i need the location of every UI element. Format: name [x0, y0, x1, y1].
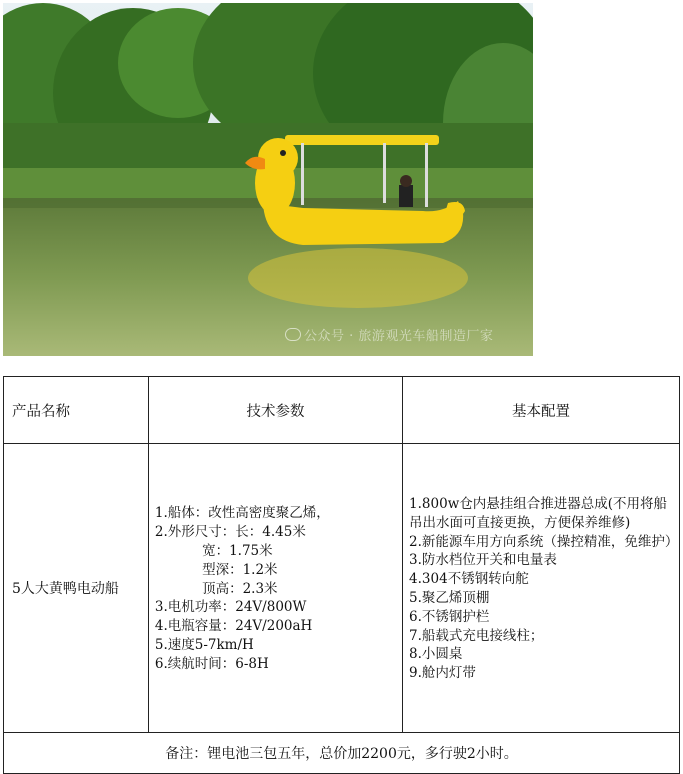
product-name-cell: 5人大黄鸭电动船 [4, 444, 149, 733]
tech-line: 1.船体：改性高密度聚乙烯， [154, 505, 330, 522]
note-row [4, 733, 680, 774]
tech-line: 6.续航时间：6-8H [154, 655, 269, 672]
boat-canopy [285, 135, 439, 145]
tech-line: 宽：1.75米 [154, 543, 273, 559]
wechat-icon [285, 328, 301, 341]
header-config: 基本配置 [403, 377, 680, 444]
note-text: 备注：锂电池三包五年，总价加2200元，多行驶2小时。 [4, 733, 680, 774]
tech-line: 4.电瓶容量：24V/200aH [154, 618, 313, 635]
config-line: 1.800w仓内悬挂组合推进器总成(不用将船吊出水面可直接更换，方便保养维修) [409, 496, 668, 531]
watermark [285, 325, 493, 344]
config-line: 4.304不锈钢转向舵 [409, 571, 529, 588]
tech-line: 2.外形尺寸：长：4.45米 [154, 524, 306, 541]
header-product-name: 产品名称 [4, 377, 149, 444]
table-row [4, 444, 680, 733]
tech-line: 5.速度5-7km/H [154, 636, 254, 653]
tech-params-cell [148, 444, 402, 733]
config-line: 7.船载式充电接线柱； [409, 627, 544, 644]
config-cell [403, 444, 680, 733]
config-line: 8.小圆桌 [409, 646, 463, 663]
product-photo [3, 3, 533, 356]
spec-table [3, 376, 680, 774]
config-line: 2.新能源车用方向系统（操控精准，免维护） [409, 533, 679, 550]
tech-line: 型深：1.2米 [154, 561, 278, 578]
table-header-row [4, 377, 680, 444]
config-line: 9.舱内灯带 [409, 665, 476, 682]
tech-line: 顶高：2.3米 [154, 580, 278, 597]
duck-boat-image [3, 3, 533, 356]
config-line: 5.聚乙烯顶棚 [409, 590, 490, 606]
config-line: 6.不锈钢护栏 [409, 608, 490, 625]
header-tech-params: 技术参数 [148, 377, 402, 444]
tech-line: 3.电机功率：24V/800W [154, 599, 307, 616]
config-line: 3.防水档位开关和电量表 [409, 552, 557, 569]
watermark-text: 公众号 · 旅游观光车船制造厂家 [304, 329, 494, 344]
